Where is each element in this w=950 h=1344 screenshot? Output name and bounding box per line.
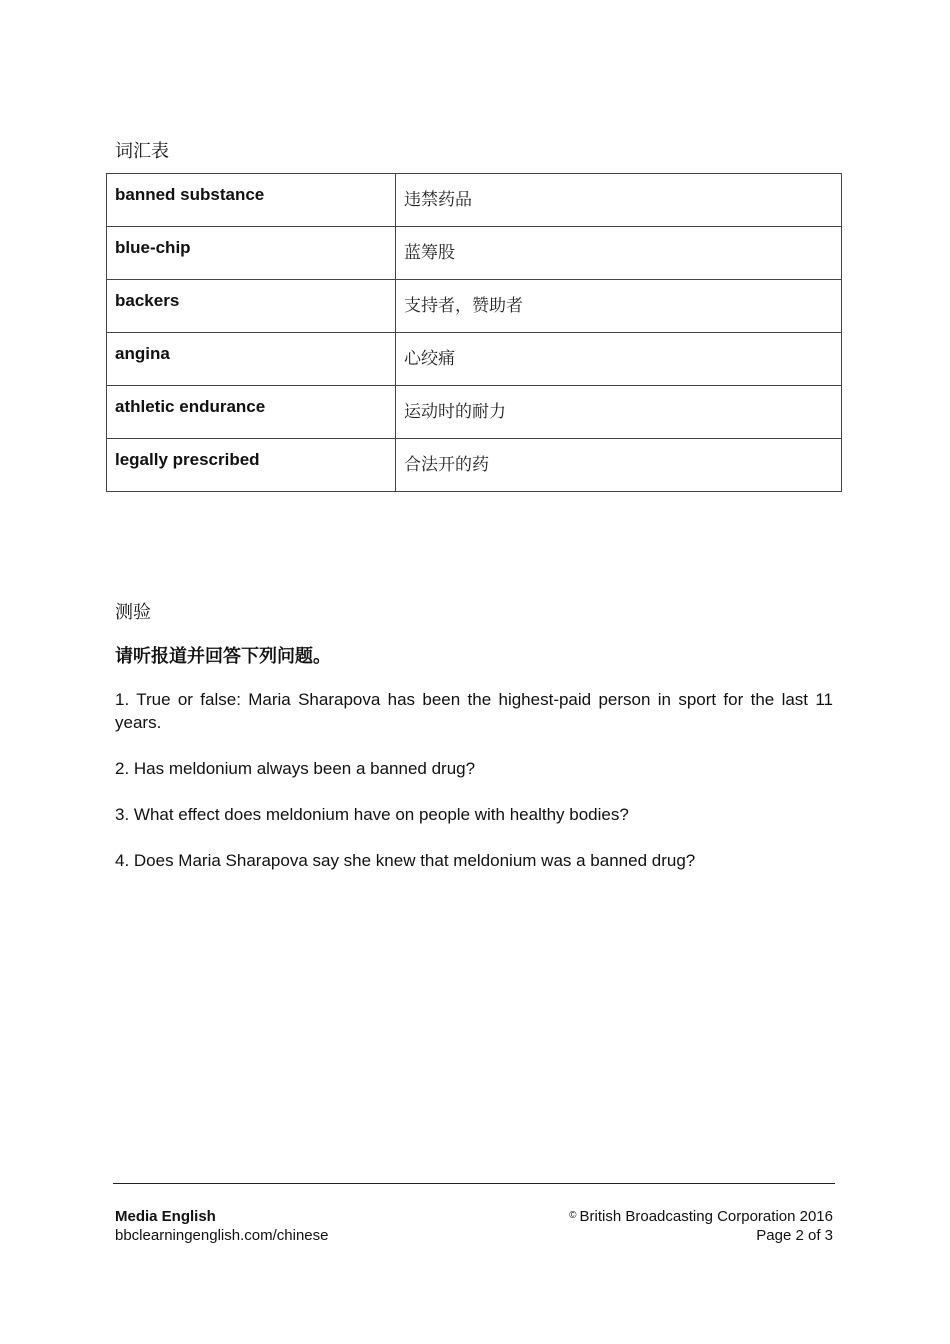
footer-copyright: British Broadcasting Corporation 2016: [579, 1208, 833, 1225]
question-list: [115, 688, 833, 895]
question-item: 2. Has meldonium always been a banned drug?: [115, 759, 476, 778]
vocab-meaning: 心绞痛: [396, 333, 842, 386]
footer-divider: [113, 1183, 835, 1184]
footer-url: bbclearningenglish.com/chinese: [115, 1227, 329, 1244]
vocab-term: banned substance: [107, 174, 396, 227]
vocabulary-heading: 词汇表: [115, 141, 169, 162]
question-item: 1. True or false: Maria Sharapova has been the highest-paid person in sport for the last 11 years.: [115, 690, 833, 732]
footer-left: [115, 1207, 328, 1245]
footer-page-number: Page 2 of 3: [756, 1227, 833, 1244]
vocab-meaning: 违禁药品: [396, 174, 842, 227]
table-row: [107, 227, 842, 280]
footer-brand: Media English: [115, 1208, 216, 1225]
table-row: [107, 386, 842, 439]
footer-copyright-line: [569, 1207, 833, 1226]
quiz-instruction: 请听报道并回答下列问题。: [115, 646, 331, 667]
quiz-heading: 测验: [115, 602, 151, 623]
table-row: [107, 174, 842, 227]
vocab-meaning: 运动时的耐力: [396, 386, 842, 439]
vocab-meaning: 蓝筹股: [396, 227, 842, 280]
vocabulary-table: [106, 173, 842, 492]
question-item: 3. What effect does meldonium have on people with healthy bodies?: [115, 805, 629, 824]
vocab-term: legally prescribed: [107, 439, 396, 492]
copyright-symbol: ©: [569, 1210, 577, 1221]
vocab-meaning: 合法开的药: [396, 439, 842, 492]
question-item: 4. Does Maria Sharapova say she knew that meldonium was a banned drug?: [115, 851, 696, 870]
vocab-term: angina: [107, 333, 396, 386]
footer-right: [569, 1207, 833, 1245]
table-row: [107, 333, 842, 386]
vocab-term: athletic endurance: [107, 386, 396, 439]
table-row: [107, 280, 842, 333]
vocab-term: blue-chip: [107, 227, 396, 280]
vocab-meaning: 支持者，赞助者: [396, 280, 842, 333]
table-row: [107, 439, 842, 492]
vocab-term: backers: [107, 280, 396, 333]
